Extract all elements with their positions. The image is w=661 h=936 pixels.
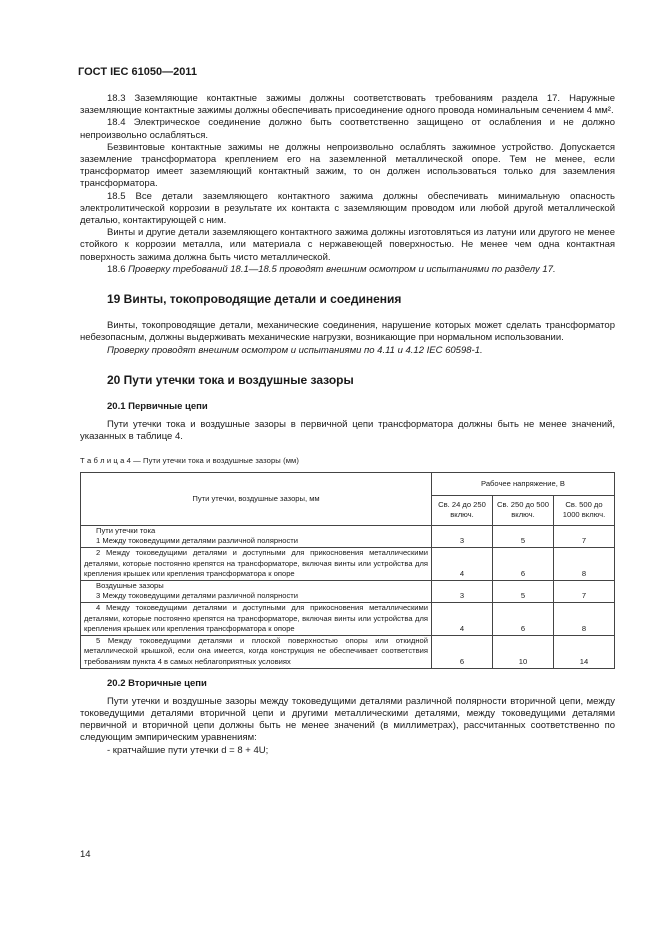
table-head-group: Рабочее напряжение, В — [432, 472, 615, 495]
clearance-table — [80, 472, 615, 669]
table-row-label: 3 Между токоведущими деталями различной полярности — [96, 591, 298, 601]
table-group-label: Воздушные зазоры — [96, 580, 164, 590]
table-cell-value: 6 — [432, 635, 493, 668]
section-20-title: 20 Пути утечки тока и воздушные зазоры — [107, 372, 354, 387]
table-row — [81, 525, 615, 547]
table-col-1: Св. 24 до 250 включ. — [432, 495, 493, 525]
table-cell-value: 5 — [493, 580, 554, 602]
table-cell-value: 8 — [554, 603, 615, 636]
subsection-20-1-text: Пути утечки тока и воздушные зазоры в первичной цепи трансформатора должны быть не менее значений, указанных в таблице 4. — [80, 419, 615, 443]
table-cell-value: 14 — [554, 635, 615, 668]
table-col-3: Св. 500 до 1000 включ. — [554, 495, 615, 525]
clause-check-text: Проверку требований 18.1—18.5 проводят внешним осмотром и испытаниями по разделу 17. — [128, 263, 556, 275]
table-cell-value: 7 — [554, 525, 615, 547]
table-cell-value: 4 — [432, 603, 493, 636]
table-head-left: Пути утечки, воздушные зазоры, мм — [81, 472, 432, 525]
subsection-20-1-title: 20.1 Первичные цепи — [107, 401, 208, 413]
table-cell-value: 5 — [493, 525, 554, 547]
table-cell-value: 7 — [554, 580, 615, 602]
table-row-label: 1 Между токоведущими деталями различной полярности — [96, 536, 298, 546]
table-row — [81, 548, 615, 581]
paragraph-18-6 — [80, 264, 615, 276]
table-row — [81, 635, 615, 668]
paragraph-screws: Винты и другие детали заземляющего контактного зажима должны изготовляться из латуни или другого не менее стойкого к коррозии металла, или материала с нержавеющей поверхностью. Не менее чем одна контактная поверхность зажима должна быть чисто металлической. — [80, 227, 615, 263]
clause-number: 18.6 — [107, 263, 126, 275]
paragraph-18-3: 18.3 Заземляющие контактные зажимы должны соответствовать требованиям раздела 17. Наружные заземляющие контактные зажимы должны обеспечивать присоединение одного провода номинальным сечением 4 мм². — [80, 93, 615, 117]
table-cell-value: 6 — [493, 548, 554, 581]
table-group-label: Пути утечки тока — [96, 525, 156, 535]
subsection-20-2-title: 20.2 Вторичные цепи — [107, 677, 207, 689]
paragraph-18-5: 18.5 Все детали заземляющего контактного зажима должны обеспечивать минимальную опасность электролитической коррозии в результате их контакта с заземляющим проводом или любой другой металлической деталью, контактирующей с ним. — [80, 190, 615, 227]
page-number: 14 — [80, 849, 91, 860]
table-cell-value: 3 — [432, 580, 493, 602]
table-col-2: Св. 250 до 500 включ. — [493, 495, 554, 525]
document-body — [80, 93, 615, 757]
subsection-20-2-text: Пути утечки и воздушные зазоры между токоведущими деталями различной полярности вторичной цепи, между токоведущими деталями вторичной цепи и другими металлическими деталями, между токоведущими деталями первичной и вторичной цепи должны быть не менее значений (в миллиметрах), рассчитанных соответственно по следующим эмпирическим уравнениям: — [80, 695, 615, 744]
table-cell-value: 8 — [554, 548, 615, 581]
table-cell-label — [81, 548, 432, 581]
table-cell-value: 3 — [432, 525, 493, 547]
table-cell-label — [81, 603, 432, 636]
table-caption: Т а б л и ц а 4 — Пути утечки тока и воздушные зазоры (мм) — [80, 455, 299, 465]
section-19-check: Проверку проводят внешним осмотром и испытаниями по 4.11 и 4.12 IEC 60598-1. — [107, 344, 483, 356]
table-row-label: 4 Между токоведущими деталями и доступными для прикосновения металлическими деталями, которые постоянно крепятся на трансформаторе, включая винты или устройства для крепления крышек или крепления трансформатора к опоре — [84, 603, 428, 634]
table-cell-value: 4 — [432, 548, 493, 581]
section-19-text: Винты, токопроводящие детали, механические соединения, нарушение которых может сделать трансформатор небезопасным, должны выдерживать механические нагрузки, возникающие при нормальном использовании. — [80, 320, 615, 344]
table-header-row — [81, 472, 615, 495]
formula-line: - кратчайшие пути утечки d = 8 + 4U; — [107, 744, 269, 756]
paragraph-screwless: Безвинтовые контактные зажимы не должны непроизвольно ослаблять зажимное устройство. Допускается заземление трансформатора креплением его на заземленной металлической опоре. Тем не менее, если трансформатор имеет заземляющий контактный зажим, то он должен использоваться только для заземления трансформатора. — [80, 141, 615, 190]
paragraph-18-4: 18.4 Электрическое соединение должно быть соответственно защищено от ослабления и не должно непроизвольно ослабляться. — [80, 117, 615, 141]
section-19-title: 19 Винты, токопроводящие детали и соединения — [107, 292, 402, 307]
table-row — [81, 580, 615, 602]
table-cell-label — [81, 580, 432, 602]
document-header: ГОСТ IEC 61050—2011 — [78, 66, 197, 78]
table-cell-label — [81, 635, 432, 668]
table-row — [81, 603, 615, 636]
table-cell-value: 6 — [493, 603, 554, 636]
table-row-label: 5 Между токоведущими деталями и плоской поверхностью опоры или откидной металлической крышкой, если она имеется, когда конструкция не обеспечивает соответствия требованиям пункта 4 в самых неблагоприятных условиях — [84, 635, 428, 666]
table-row-label: 2 Между токоведущими деталями и доступными для прикосновения металлическими деталями, которые постоянно крепятся на трансформаторе, включая винты или устройства для крепления крышек или крепления трансформатора к опоре — [84, 548, 428, 579]
table-cell-value: 10 — [493, 635, 554, 668]
table-cell-label — [81, 525, 432, 547]
